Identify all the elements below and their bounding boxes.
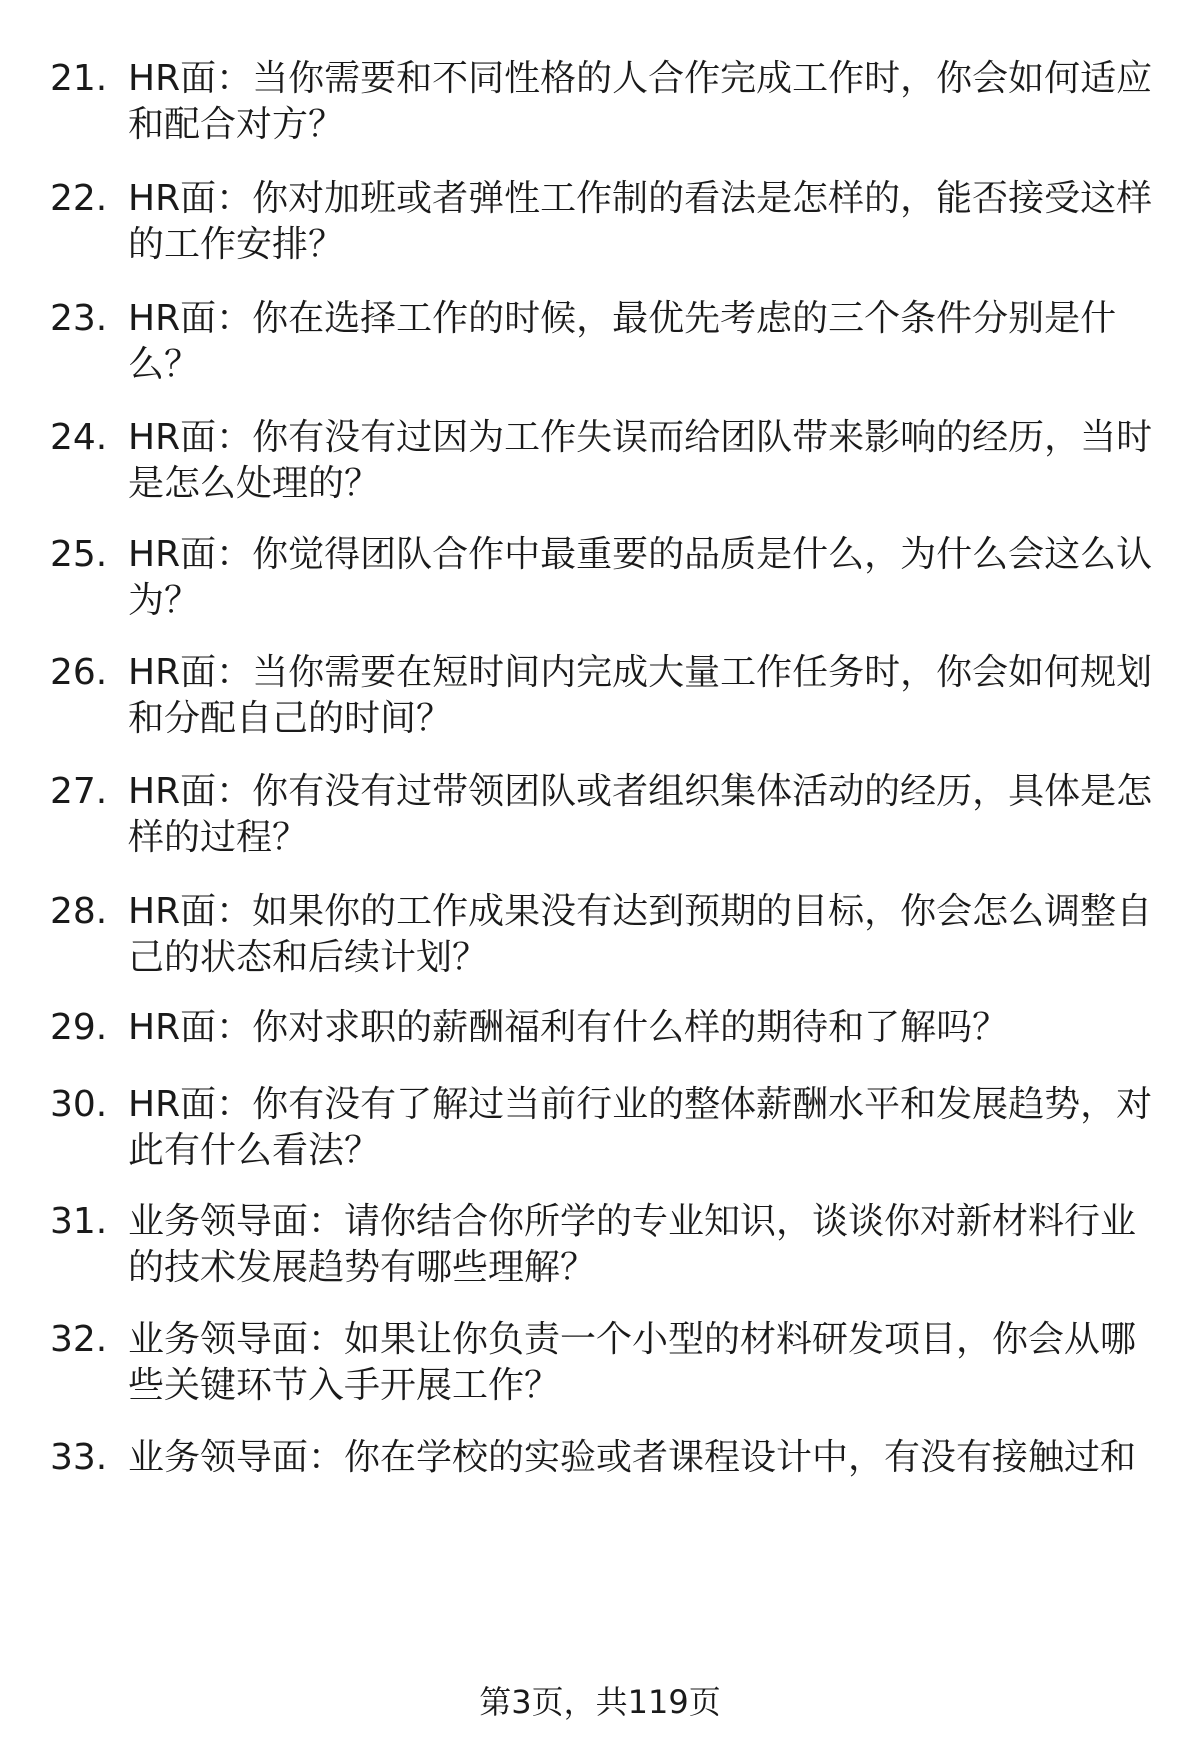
question-text: HR面：你对求职的薪酬福利有什么样的期待和了解吗？ <box>128 1007 1009 1048</box>
question-text: HR面：你在选择工作的时候，最优先考虑的三个条件分别是什 么？ <box>128 298 1117 385</box>
question-number: 29. <box>50 1007 108 1048</box>
question-number: 32. <box>50 1319 108 1360</box>
question-text: HR面：你觉得团队合作中最重要的品质是什么，为什么会这么认 为？ <box>128 534 1153 621</box>
question-number: 28. <box>50 891 108 932</box>
question-number: 30. <box>50 1084 108 1125</box>
question-number: 21. <box>50 58 108 99</box>
question-text: HR面：你有没有过因为工作失误而给团队带来影响的经历，当时 是怎么处理的？ <box>128 417 1153 504</box>
question-number: 25. <box>50 534 108 575</box>
question-number: 27. <box>50 771 108 812</box>
page-footer: 第3页，共119页 <box>479 1683 721 1721</box>
question-number: 23. <box>50 298 108 339</box>
question-text: HR面：你有没有过带领团队或者组织集体活动的经历，具体是怎 样的过程？ <box>128 771 1153 858</box>
question-number: 33. <box>50 1437 108 1478</box>
question-number: 24. <box>50 417 108 458</box>
question-text: HR面：当你需要在短时间内完成大量工作任务时，你会如何规划 和分配自己的时间？ <box>128 652 1153 739</box>
question-text: HR面：如果你的工作成果没有达到预期的目标，你会怎么调整自 己的状态和后续计划？ <box>128 891 1153 978</box>
question-text: HR面：当你需要和不同性格的人合作完成工作时，你会如何适应 和配合对方？ <box>128 58 1153 145</box>
question-text: HR面：你对加班或者弹性工作制的看法是怎样的，能否接受这样 的工作安排？ <box>128 178 1153 265</box>
question-text: 业务领导面：如果让你负责一个小型的材料研发项目，你会从哪 些关键环节入手开展工作？ <box>128 1319 1137 1406</box>
question-number: 26. <box>50 652 108 693</box>
question-number: 22. <box>50 178 108 219</box>
question-text: 业务领导面：请你结合你所学的专业知识，谈谈你对新材料行业 的技术发展趋势有哪些理解？ <box>128 1201 1137 1288</box>
question-number: 31. <box>50 1201 108 1242</box>
question-text: 业务领导面：你在学校的实验或者课程设计中，有没有接触过和 <box>128 1437 1137 1478</box>
question-text: HR面：你有没有了解过当前行业的整体薪酬水平和发展趋势，对 此有什么看法？ <box>128 1084 1153 1171</box>
